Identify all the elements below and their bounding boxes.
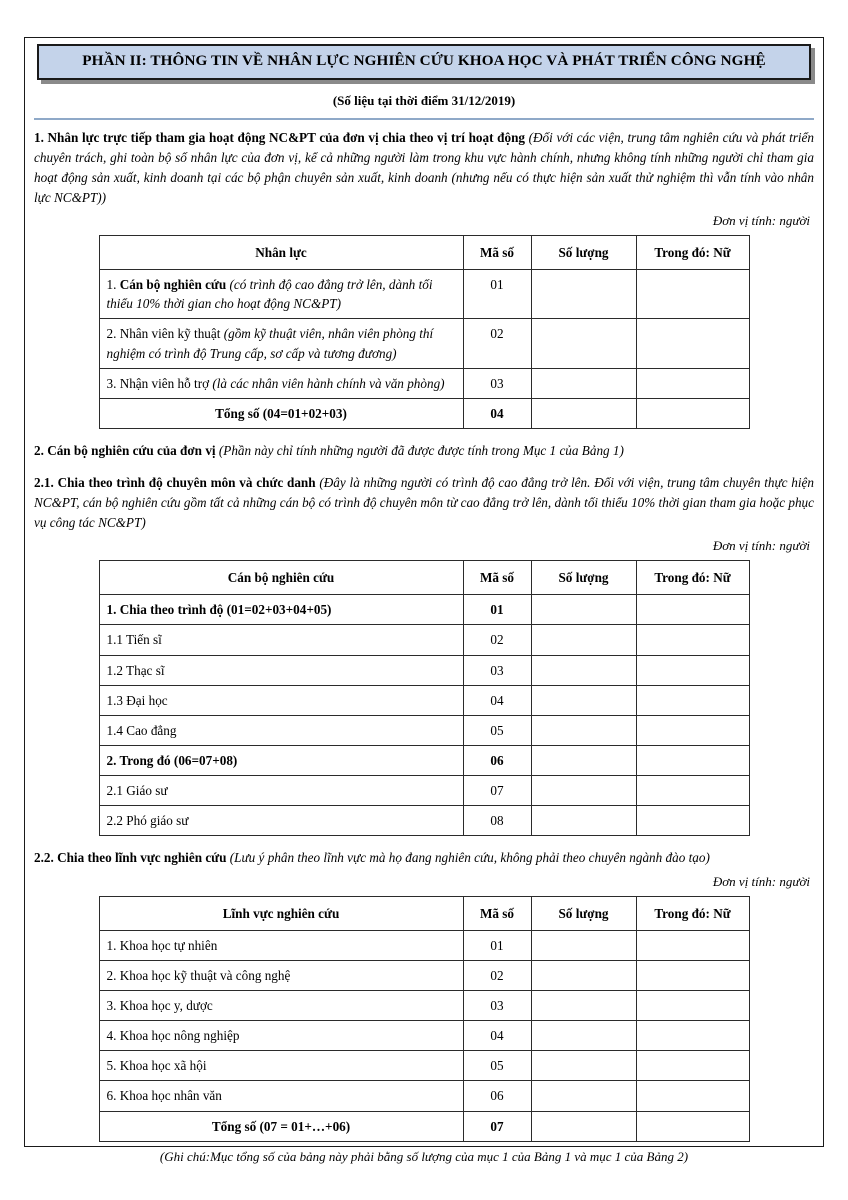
table-3-footnote: (Ghi chú:Mục tổng số của bảng này phải bằng số lượng của mục 1 của Bảng 1 và mục 1 của Bảng 2)	[159, 1148, 689, 1164]
table-row	[99, 776, 749, 806]
table-2-col-code: Mã số	[463, 561, 531, 595]
table-row	[99, 746, 749, 776]
row-prefix: 2.	[106, 326, 120, 342]
row-italic-note: (là các nhân viên hành chính và văn phòng)	[209, 375, 445, 391]
table-3-linh-vuc-nghien-cuu	[99, 896, 750, 1142]
section-2-note: (Phần này chỉ tính những người đã được được tính trong Mục 1 của Bảng 1)	[215, 442, 624, 458]
table-3-row-0-label: 1. Khoa học tự nhiên	[99, 930, 463, 960]
table-1-row-1-female-input[interactable]	[636, 319, 749, 368]
table-row	[99, 1021, 749, 1051]
table-3-row-2-female-input[interactable]	[636, 990, 749, 1020]
header-divider	[34, 118, 814, 120]
table-3-row-3-female-input[interactable]	[636, 1021, 749, 1051]
title-banner	[37, 44, 811, 80]
section-2-2-heading	[34, 848, 814, 868]
table-1-row-3-label: Tổng số (04=01+02+03)	[99, 398, 463, 428]
table-row	[99, 625, 749, 655]
table-3-row-6-code: 07	[463, 1111, 531, 1141]
section-2-lead: 2. Cán bộ nghiên cứu của đơn vị	[34, 442, 216, 458]
table-3-col-code: Mã số	[463, 896, 531, 930]
table-2-row-4-label: 1.4 Cao đẳng	[99, 715, 463, 745]
table-1-total-row	[99, 398, 749, 428]
row-prefix: 3.	[106, 375, 120, 391]
table-3-row-0-female-input[interactable]	[636, 930, 749, 960]
table-1-row-0-label	[99, 270, 463, 319]
table-3-row-3-code: 04	[463, 1021, 531, 1051]
section-2-1-note: (Đây là những người có trình độ cao đẳng trở lên. Đối với viện, trung tâm chuyên thực hiện NC&PT, cán bộ nghiên cứu gồm tất cả những cán bộ có trình độ chuyên môn từ cao đẳng trở lên, dành tối thiểu 10% thời gian tham gia hoặc phục vụ công tác NC&PT)	[34, 475, 815, 531]
table-2-row-5-code: 06	[463, 746, 531, 776]
table-2-row-7-label: 2.2 Phó giáo sư	[99, 806, 463, 836]
table-3-row-5-label: 6. Khoa học nhân văn	[99, 1081, 463, 1111]
table-2-row-2-qty-input[interactable]	[531, 655, 636, 685]
table-1-col-female: Trong đó: Nữ	[636, 235, 749, 269]
table-3-row-6-female-input[interactable]	[636, 1111, 749, 1141]
table-3-row-5-qty-input[interactable]	[531, 1081, 636, 1111]
table-2-row-3-code: 04	[463, 685, 531, 715]
table-2-row-2-label: 1.2 Thạc sĩ	[99, 655, 463, 685]
section-2-1-unit: Đơn vị tính: người	[712, 538, 810, 554]
table-2-row-7-qty-input[interactable]	[531, 806, 636, 836]
document-content	[24, 37, 824, 1165]
row-bold-label: Cán bộ nghiên cứu	[119, 277, 227, 293]
section-2-1-lead: 2.1. Chia theo trình độ chuyên môn và chức danh	[34, 475, 316, 491]
table-3-row-2-code: 03	[463, 990, 531, 1020]
table-3-row-2-label: 3. Khoa học y, dược	[99, 990, 463, 1020]
section-1-heading	[34, 128, 814, 208]
table-2-row-6-label: 2.1 Giáo sư	[99, 776, 463, 806]
table-row	[99, 1051, 749, 1081]
section-1-lead: 1. Nhân lực trực tiếp tham gia hoạt động NC&PT	[34, 129, 316, 145]
table-2-row-5-label: 2. Trong đó (06=07+08)	[99, 746, 463, 776]
table-1-row-1-qty-input[interactable]	[531, 319, 636, 368]
section-2-heading	[34, 441, 814, 461]
table-3-col-qty: Số lượng	[531, 896, 636, 930]
table-row	[99, 990, 749, 1020]
row-prefix: 1.	[106, 277, 120, 293]
table-row	[99, 960, 749, 990]
table-3-row-0-code: 01	[463, 930, 531, 960]
table-row	[99, 655, 749, 685]
section-1-lead-rest: của đơn vị chia theo vị trí hoạt động	[315, 129, 529, 145]
table-1-row-2-female-input[interactable]	[636, 368, 749, 398]
table-1-row-0-qty-input[interactable]	[531, 270, 636, 319]
table-2-header-row	[99, 561, 749, 595]
row-italic-note: (có trình độ cao đẳng trở lên, dành tối thiểu 10% thời gian cho hoạt động NC&PT)	[106, 277, 433, 312]
section-2-2-note: (Lưu ý phân theo lĩnh vực mà họ đang nghiên cứu, không phải theo chuyên ngành đào tạo)	[226, 850, 710, 866]
table-2-row-6-female-input[interactable]	[636, 776, 749, 806]
section-2-1-heading	[34, 473, 814, 533]
table-3-row-5-female-input[interactable]	[636, 1081, 749, 1111]
table-1-row-3-code: 04	[463, 398, 531, 428]
section-2-2-lead: 2.2. Chia theo lĩnh vực nghiên cứu	[34, 850, 227, 866]
section-2-2-unit: Đơn vị tính: người	[712, 873, 810, 889]
table-2-row-5-qty-input[interactable]	[531, 746, 636, 776]
table-1-header-row	[99, 235, 749, 269]
table-2-row-0-label: 1. Chia theo trình độ (01=02+03+04+05)	[99, 595, 463, 625]
table-row	[99, 715, 749, 745]
table-3-row-3-label: 4. Khoa học nông nghiệp	[99, 1021, 463, 1051]
table-2-row-7-code: 08	[463, 806, 531, 836]
table-3-col-female: Trong đó: Nữ	[636, 896, 749, 930]
table-3-row-6-qty-input[interactable]	[531, 1111, 636, 1141]
table-2-row-6-qty-input[interactable]	[531, 776, 636, 806]
table-3-row-4-female-input[interactable]	[636, 1051, 749, 1081]
table-2-row-7-female-input[interactable]	[636, 806, 749, 836]
table-1-col-name: Nhân lực	[99, 235, 463, 269]
title-banner-wrapper	[37, 44, 811, 80]
table-2-row-2-code: 03	[463, 655, 531, 685]
table-3-row-1-label: 2. Khoa học kỹ thuật và công nghệ	[99, 960, 463, 990]
table-3-row-6-label: Tổng số (07 = 01+…+06)	[99, 1111, 463, 1141]
table-1-row-1-label	[99, 319, 463, 368]
table-1-row-2-qty-input[interactable]	[531, 368, 636, 398]
table-1-row-3-qty-input[interactable]	[531, 398, 636, 428]
table-row	[99, 270, 749, 319]
table-1-row-2-code: 03	[463, 368, 531, 398]
row-label: Nhân viên kỹ thuật	[119, 326, 221, 342]
row-italic-note: (gồm kỹ thuật viên, nhân viên phòng thí nghiệm có trình độ Trung cấp, sơ cấp và tương đương)	[106, 326, 434, 361]
section-1-note: (Đối với các viện, trung tâm nghiên cứu và phát triển chuyên trách, ghi toàn bộ số nhân lực của đơn vị, kể cả những người làm trong khu vực hành chính, nhưng không tính những người chỉ tham gia hoạt động sản xuất, kinh doanh tại các bộ phận chuyên sản xuất, kinh doanh (nhưng nếu có thực hiện sản xuất thử nghiệm thì vẫn tính vào nhân lực NC&PT))	[34, 129, 814, 205]
table-2-row-4-code: 05	[463, 715, 531, 745]
table-2-row-6-code: 07	[463, 776, 531, 806]
table-3-row-1-qty-input[interactable]	[531, 960, 636, 990]
table-row	[99, 319, 749, 368]
table-1-row-0-female-input[interactable]	[636, 270, 749, 319]
table-row	[99, 1081, 749, 1111]
table-2-can-bo-nghien-cuu	[99, 560, 750, 836]
table-row	[99, 368, 749, 398]
table-2-row-5-female-input[interactable]	[636, 746, 749, 776]
row-label: Nhận viên hỗ trợ	[119, 375, 210, 391]
table-1-nhan-luc	[99, 235, 750, 429]
table-3-total-row	[99, 1111, 749, 1141]
table-2-row-4-female-input[interactable]	[636, 715, 749, 745]
table-2-row-0-qty-input[interactable]	[531, 595, 636, 625]
table-3-row-4-label: 5. Khoa học xã hội	[99, 1051, 463, 1081]
table-2-row-4-qty-input[interactable]	[531, 715, 636, 745]
table-3-row-2-qty-input[interactable]	[531, 990, 636, 1020]
table-3-row-4-qty-input[interactable]	[531, 1051, 636, 1081]
table-2-row-2-female-input[interactable]	[636, 655, 749, 685]
table-2-row-1-qty-input[interactable]	[531, 625, 636, 655]
table-3-row-1-female-input[interactable]	[636, 960, 749, 990]
table-2-row-1-label: 1.1 Tiến sĩ	[99, 625, 463, 655]
table-2-row-3-label: 1.3 Đại học	[99, 685, 463, 715]
table-1-row-1-code: 02	[463, 319, 531, 368]
table-2-row-0-code: 01	[463, 595, 531, 625]
table-1-col-code: Mã số	[463, 235, 531, 269]
table-1-row-3-female-input[interactable]	[636, 398, 749, 428]
table-3-col-name: Lĩnh vực nghiên cứu	[99, 896, 463, 930]
table-1-row-2-label	[99, 368, 463, 398]
table-3-row-3-qty-input[interactable]	[531, 1021, 636, 1051]
table-1-row-0-code: 01	[463, 270, 531, 319]
table-1-col-qty: Số lượng	[531, 235, 636, 269]
table-2-col-name: Cán bộ nghiên cứu	[99, 561, 463, 595]
table-2-row-0-female-input[interactable]	[636, 595, 749, 625]
table-2-col-female: Trong đó: Nữ	[636, 561, 749, 595]
table-3-row-4-code: 05	[463, 1051, 531, 1081]
subtitle-date: (Số liệu tại thời điểm 31/12/2019)	[332, 92, 516, 108]
table-row	[99, 806, 749, 836]
page-title: PHẦN II: THÔNG TIN VỀ NHÂN LỰC NGHIÊN CỨU KHOA HỌC VÀ PHÁT TRIỂN CÔNG NGHỆ	[82, 52, 766, 69]
table-3-row-5-code: 06	[463, 1081, 531, 1111]
table-3-row-0-qty-input[interactable]	[531, 930, 636, 960]
table-3-header-row	[99, 896, 749, 930]
table-2-row-3-qty-input[interactable]	[531, 685, 636, 715]
table-row	[99, 595, 749, 625]
table-row	[99, 685, 749, 715]
table-2-row-1-code: 02	[463, 625, 531, 655]
table-3-row-1-code: 02	[463, 960, 531, 990]
table-2-row-3-female-input[interactable]	[636, 685, 749, 715]
table-row	[99, 930, 749, 960]
table-2-col-qty: Số lượng	[531, 561, 636, 595]
section-1-unit: Đơn vị tính: người	[712, 212, 810, 228]
table-2-row-1-female-input[interactable]	[636, 625, 749, 655]
